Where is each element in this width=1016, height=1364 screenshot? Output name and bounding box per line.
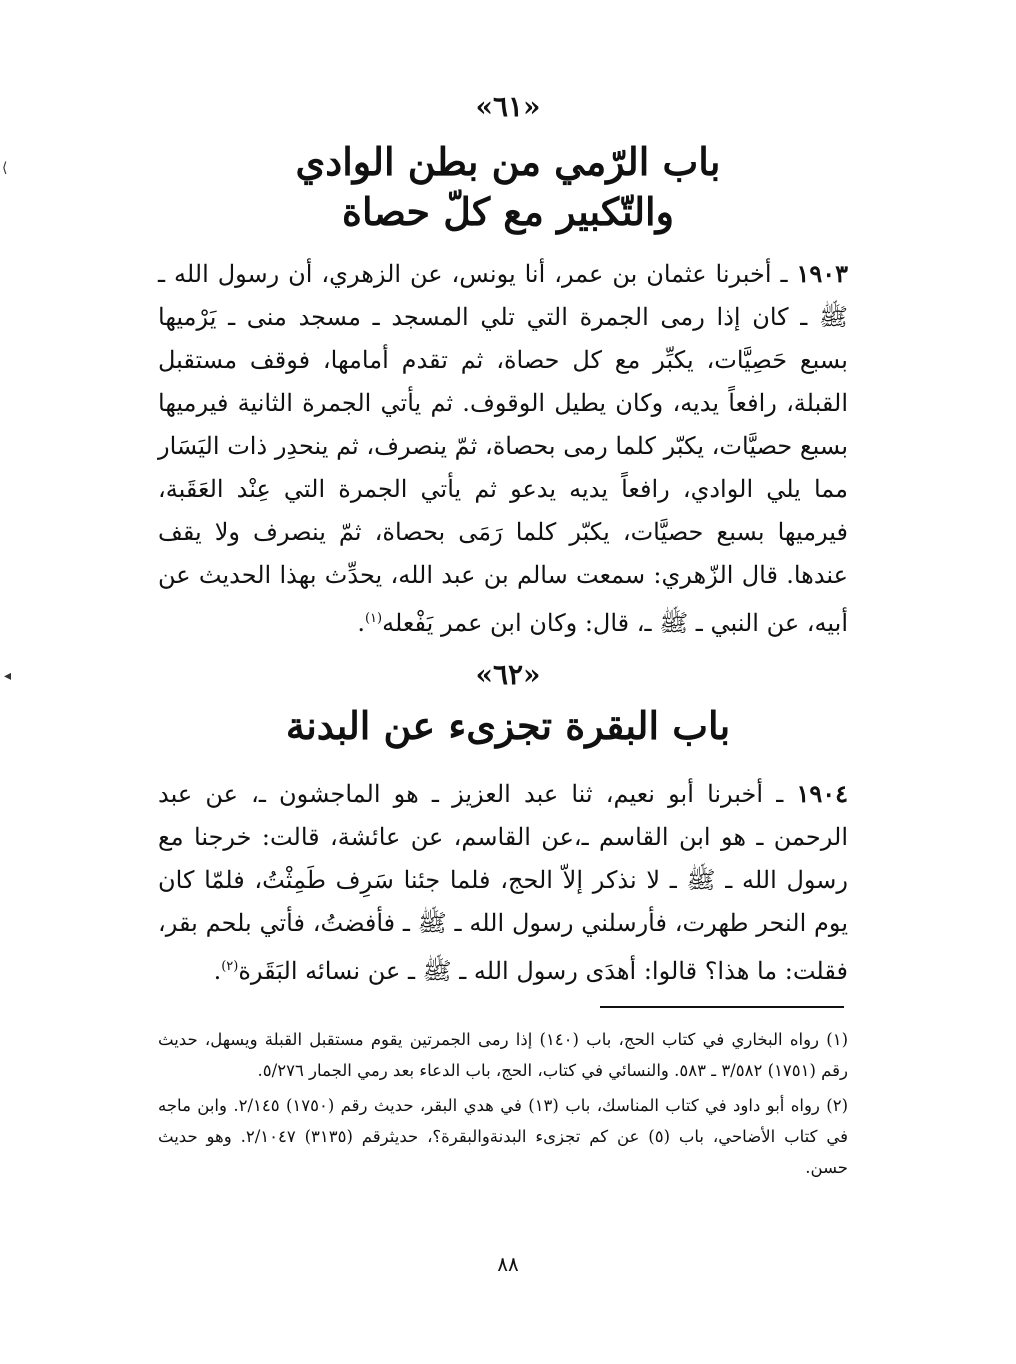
chapter-title-line-2: والتّكبير مع كلّ حصاة — [342, 189, 674, 234]
section-number: «٦١» — [475, 90, 541, 123]
footnote-reference[interactable]: (١) — [364, 611, 383, 626]
footnote-separator — [600, 1006, 844, 1008]
hadith-end-punctuation: . — [213, 957, 222, 985]
hadith-number: ١٩٠٣ — [796, 259, 848, 288]
hadith-text: ـ أخبرنا أبو نعيم، ثنا عبد العزيز ـ هو الماجشون ـ، عن عبد الرحمن ـ هو ابن القاسم ـ،عن القاسم، عن عائشة، قالت: خرجنا مع رسول الله ـ ﷺ ـ لا نذكر إلاّ الحج، فلما جئنا سَرِف طَمِثْتُ، فلمّا كان يوم النحر طهرت، فأرسلني رسول الله ـ ﷺ ـ فأفضتُ، فأتي بلحم بقر، فقلت: ما هذا؟ قالوا: أهدَى رسول الله ـ ﷺ ـ عن نسائه البَقَرة — [158, 780, 848, 985]
footnote — [158, 1024, 848, 1086]
scan-edge-mark: ◂ — [4, 668, 12, 684]
hadith-end-punctuation: . — [357, 609, 365, 637]
chapter-title: باب البقرة تجزىء عن البدنة — [285, 703, 731, 748]
footnote — [158, 1090, 848, 1183]
hadith-text: ـ أخبرنا عثمان بن عمر، أنا يونس، عن الزهري، أن رسول الله ـ ﷺ ـ كان إذا رمى الجمرة التي تلي المسجد ـ مسجد منى ـ يَرْميها بسبع حَصِيَّات، يكبِّر مع كل حصاة، ثم تقدم أمامها، فوقف مستقبل القبلة، رافعاً يديه، وكان يطيل الوقوف. ثم يأتي الجمرة الثانية فيرميها بسبع حصيَّات، يكبّر كلما رمى بحصاة، ثمّ ينصرف، ثم ينحدِر ذات اليَسَار مما يلي الوادي، رافعاً يديه يدعو ثم يأتي الجمرة التي عِنْد العَقَبة، فيرميها بسبع حصيَّات، يكبّر كلما رَمَى بحصاة، ثمّ ينصرف ولا يقف عندها. قال الزّهري: سمعت سالم بن عبد الله، يحدِّث بهذا الحديث عن أبيه، عن النبي ـ ﷺ ـ، قال: وكان ابن عمر يَفْعله — [158, 260, 848, 637]
scan-edge-mark: ⟨ — [2, 160, 8, 176]
footnote-text: رواه أبو داود في كتاب المناسك، باب (١٣) في هدي البقر، حديث رقم (١٧٥٠) ٢/١٤٥. وابن ماجه في كتاب الأضاحي، باب (٥) عن كم تجزىء البدنةوالبقرة؟، حديثرقم (٣١٣٥) ٢/١٠٤٧. وهو حديث حسن. — [158, 1096, 848, 1177]
chapter-title-line-1: باب الرّمي من بطن الوادي — [295, 139, 721, 184]
footnotes — [158, 1024, 848, 1187]
hadith-paragraph — [158, 252, 848, 645]
footnote-marker: (١) — [826, 1030, 848, 1049]
section-number: «٦٢» — [475, 658, 541, 691]
footnote-reference[interactable]: (٢) — [221, 959, 239, 974]
hadith-number: ١٩٠٤ — [796, 779, 848, 808]
page-number: ٨٨ — [497, 1252, 519, 1276]
hadith-paragraph — [158, 772, 848, 993]
footnote-text: رواه البخاري في كتاب الحج، باب (١٤٠) إذا رمى الجمرتين يقوم مستقبل القبلة ويسهل، حديث رقم (١٧٥١) ٣/٥٨٢ ـ ٥٨٣. والنسائي في كتاب، الحج، باب الدعاء بعد رمي الجمار ٥/٢٧٦. — [158, 1030, 848, 1080]
footnote-marker: (٢) — [826, 1096, 849, 1115]
